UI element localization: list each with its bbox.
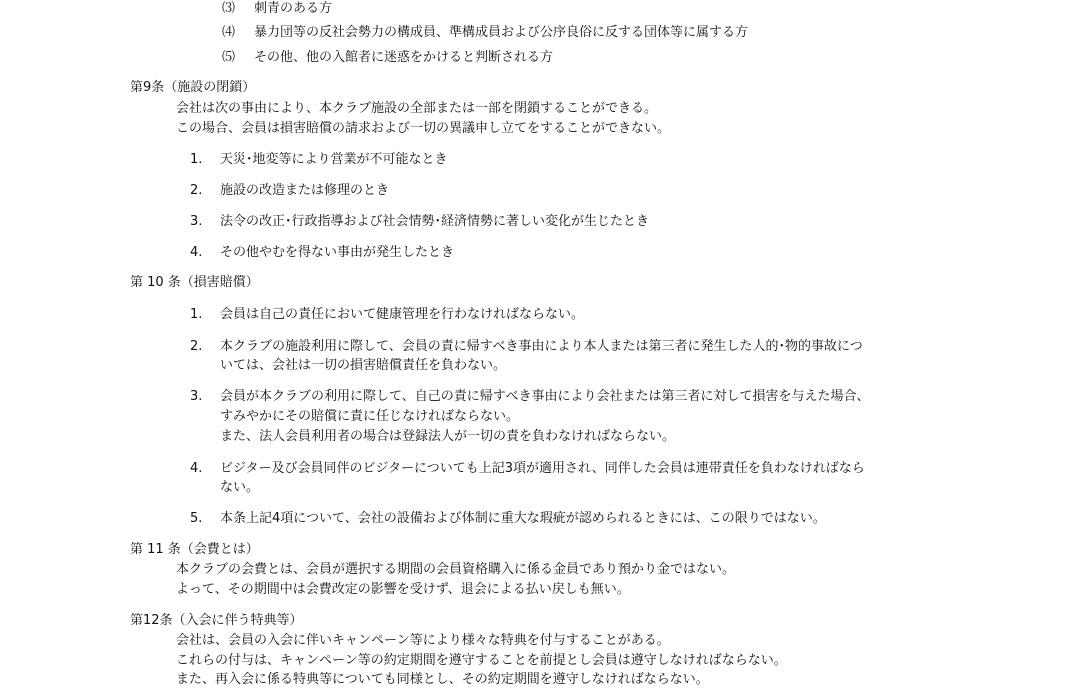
list-marker-4: ⑷ — [222, 25, 236, 40]
article-10-item-5-num: 5. — [190, 511, 203, 526]
article-10-item-4-line-1: ビジター及び会員同伴のビジターについても上記3項が適用され、同伴した会員は連帯責任を負わなければなら — [220, 461, 865, 476]
article-11-heading: 第 11 条（会費とは） — [130, 542, 259, 557]
article-12-para-2: これらの付与は、キャンペーン等の約定期間を遵守することを前提とし会員は遵守しなければならない。 — [176, 653, 787, 668]
article-9-para-1: 会社は次の事由により、本クラブ施設の全部または一部を閉鎖することができる。 — [176, 101, 658, 116]
article-12-para-3: また、再入会に係る特典等についても同様とし、その約定期間を遵守しなければならない。 — [176, 672, 709, 687]
article-9-item-1: 天災･地変等により営業が不可能なとき — [220, 152, 448, 167]
article-9-item-3: 法令の改正･行政指導および社会情勢･経済情勢に著しい変化が生じたとき — [220, 214, 650, 229]
article-9-item-2-num: 2. — [190, 183, 203, 198]
article-10-item-2-line-1: 本クラブの施設利用に際して、会員の責に帰すべき事由により本人または第三者に発生した人的･物的事故につ — [220, 339, 863, 354]
article-9-item-2: 施設の改造または修理のとき — [220, 183, 390, 198]
article-10-item-3-num: 3. — [190, 389, 203, 404]
list-item-text-3: 刺青のある方 — [254, 1, 333, 16]
article-12-para-1: 会社は、会員の入会に伴いキャンペーン等により様々な特典を付与することがある。 — [176, 633, 670, 648]
article-9-heading: 第9条（施設の閉鎖） — [130, 80, 256, 95]
article-10-item-3-line-2: すみやかにその賠償に責に任じなければならない。 — [220, 409, 520, 424]
article-10-item-3-line-1: 会員が本クラブの利用に際して、自己の責に帰すべき事由により会社または第三者に対して損害を与えた場合、 — [220, 389, 870, 404]
article-10-item-3-line-3: また、法人会員利用者の場合は登録法人が一切の責を負わなければならない。 — [220, 429, 676, 444]
article-11-para-2: よって、その期間中は会費改定の影響を受けず、退会による払い戻しも無い。 — [176, 582, 630, 597]
article-9-para-2: この場合、会員は損害賠償の請求および一切の異議申し立てをすることができない。 — [176, 121, 671, 136]
article-10-item-2-num: 2. — [190, 339, 203, 354]
article-9-item-4-num: 4. — [190, 245, 203, 260]
article-11-para-1: 本クラブの会費とは、会員が選択する期間の会員資格購入に係る金員であり預かり金ではない。 — [176, 562, 736, 577]
article-9-item-3-num: 3. — [190, 214, 203, 229]
list-marker-5: ⑸ — [222, 50, 236, 65]
article-10-item-1-line-1: 会員は自己の責任において健康管理を行わなければならない。 — [220, 307, 585, 322]
list-marker-3: ⑶ — [222, 1, 236, 16]
article-10-item-1-num: 1. — [190, 307, 203, 322]
article-10-item-2-line-2: いては、会社は一切の損害賠償責任を負わない。 — [220, 358, 507, 373]
article-10-item-4-num: 4. — [190, 461, 203, 476]
article-9-item-4: その他やむを得ない事由が発生したとき — [220, 245, 455, 260]
article-10-item-5-line-1: 本条上記4項について、会社の設備および体制に重大な瑕疵が認められるときには、この限りではない。 — [220, 511, 826, 526]
article-10-item-4-line-2: ない。 — [220, 480, 260, 495]
article-10-heading: 第 10 条（損害賠償） — [130, 275, 259, 290]
list-item-text-4: 暴力団等の反社会勢力の構成員、準構成員および公序良俗に反する団体等に属する方 — [254, 25, 749, 40]
article-12-heading: 第12条（入会に伴う特典等） — [130, 613, 303, 628]
list-item-text-5: その他、他の入館者に迷惑をかけると判断される方 — [254, 50, 554, 65]
article-9-item-1-num: 1. — [190, 152, 203, 167]
